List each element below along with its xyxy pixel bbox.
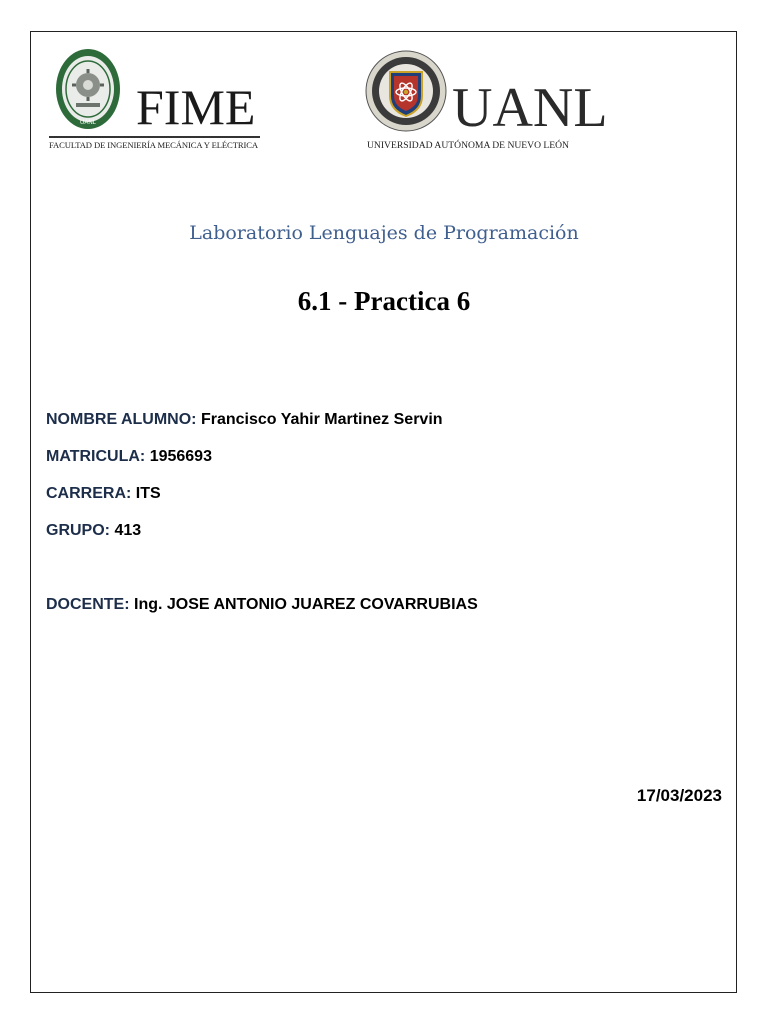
- field-label: CARRERA:: [46, 485, 132, 502]
- field-label: MATRICULA:: [46, 448, 146, 465]
- field-label: NOMBRE ALUMNO:: [46, 411, 197, 428]
- fime-subtitle: FACULTAD DE INGENIERÍA MECÁNICA Y ELÉCTRICA: [49, 140, 258, 150]
- lab-title: Laboratorio Lenguajes de Programación: [189, 222, 579, 244]
- fime-seal-logo: [54, 47, 122, 131]
- uanl-seal-logo: [365, 50, 447, 132]
- svg-text:UANL: UANL: [79, 120, 97, 126]
- practice-title: 6.1 - Practica 6: [297, 286, 471, 316]
- field-carrera: [46, 485, 161, 503]
- fime-divider: [49, 136, 260, 138]
- field-value: Francisco Yahir Martinez Servin: [200, 411, 443, 428]
- fime-wordmark: FIME: [136, 79, 256, 135]
- page-frame: [30, 31, 737, 993]
- field-value: Ing. JOSE ANTONIO JUAREZ COVARRUBIAS: [134, 596, 478, 613]
- field-grupo: [46, 522, 141, 540]
- uanl-wordmark: UANL: [452, 77, 608, 139]
- field-label: DOCENTE:: [46, 596, 130, 613]
- field-student-name: [46, 411, 443, 429]
- field-matricula: [46, 448, 212, 466]
- field-docente: [46, 596, 478, 614]
- field-value: ITS: [135, 485, 161, 502]
- field-label: GRUPO:: [46, 522, 110, 539]
- document-date: 17/03/2023: [636, 786, 722, 805]
- uanl-subtitle: UNIVERSIDAD AUTÓNOMA DE NUEVO LEÓN: [367, 140, 569, 151]
- field-value: 1956693: [149, 448, 212, 465]
- field-value: 413: [114, 522, 142, 539]
